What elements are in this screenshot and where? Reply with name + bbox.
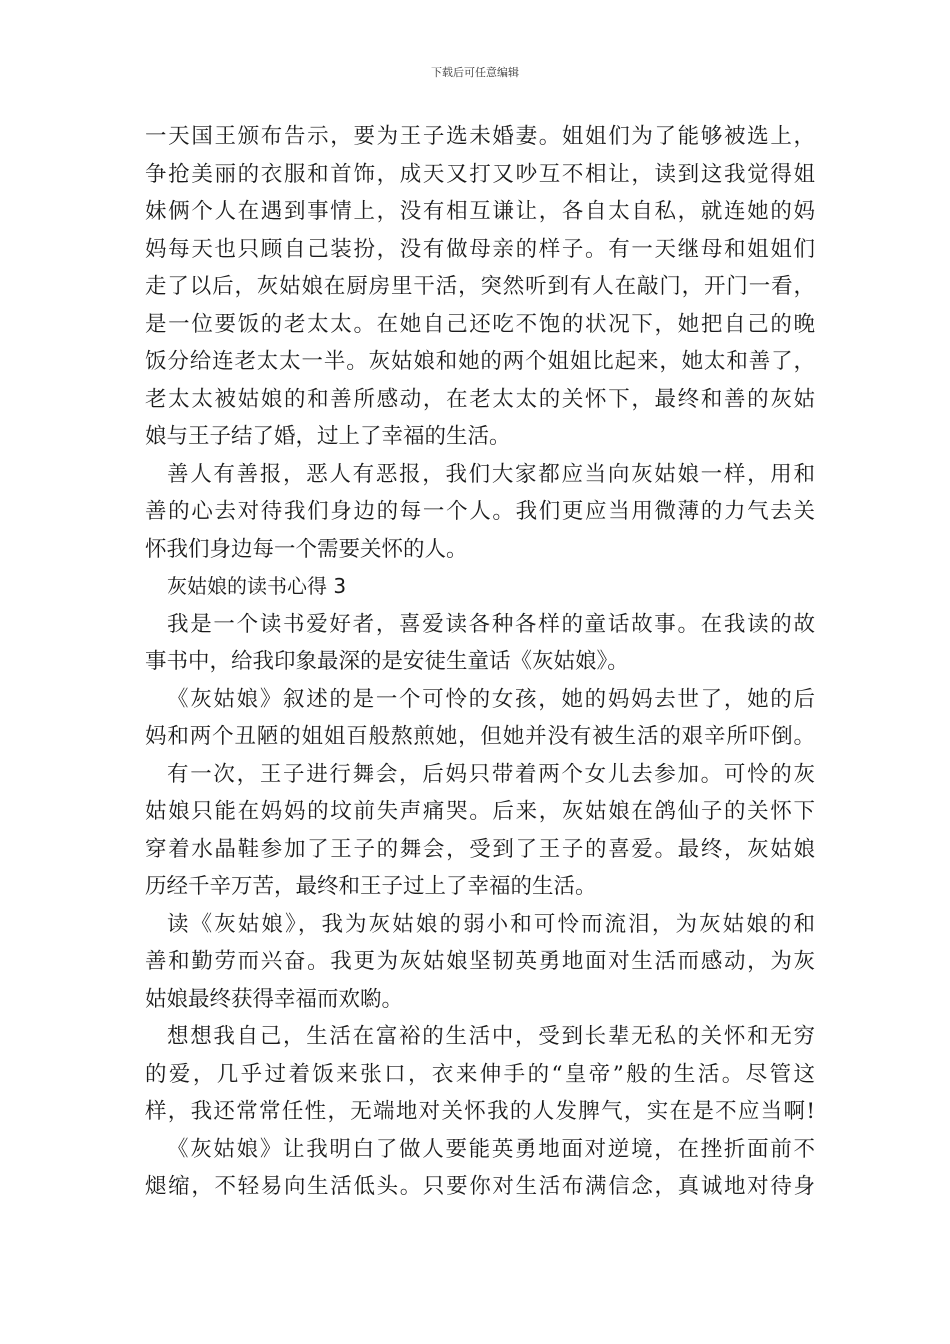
paragraph-first-line: 有一次，王子进行舞会，后妈只带着两个女儿去参加。可怜的灰 <box>167 761 815 787</box>
text-line: 娘与王子结了婚，过上了幸福的生活。 <box>145 424 511 449</box>
text-line: 怀我们身边每一个需要关怀的人。 <box>145 536 468 562</box>
text-line: 争抢美丽的衣服和首饰，成天又打又吵互不相让，读到这我觉得姐 <box>145 161 815 187</box>
text-line: 历经千辛万苦，最终和王子过上了幸福的生活。 <box>145 874 597 899</box>
text-line: 样，我还常常任性，无端地对关怀我的人发脾气，实在是不应当啊! <box>145 1099 815 1124</box>
text-line: 走了以后，灰姑娘在厨房里干活，突然听到有人在敲门，开门一看， <box>145 274 815 299</box>
text-line: 事书中，给我印象最深的是安徒生童话《灰姑娘》。 <box>145 649 629 674</box>
paragraph-first-line: 想想我自己，生活在富裕的生活中，受到长辈无私的关怀和无穷 <box>167 1024 815 1049</box>
text-line: 穿着水晶鞋参加了王子的舞会，受到了王子的喜爱。最终，灰姑娘 <box>145 836 815 862</box>
text-line: 是一位要饭的老太太。在她自己还吃不饱的状况下，她把自己的晚 <box>145 311 815 337</box>
paragraph-first-line: 《灰姑娘》叙述的是一个可怜的女孩，她的妈妈去世了，她的后 <box>167 686 815 712</box>
text-line: 姑娘只能在妈妈的坟前失声痛哭。后来，灰姑娘在鸽仙子的关怀下 <box>145 799 815 824</box>
text-line: 善的心去对待我们身边的每一个人。我们更应当用微薄的力气去关 <box>145 499 815 524</box>
paragraph-first-line: 我是一个读书爱好者，喜爱读各种各样的童话故事。在我读的故 <box>167 611 815 637</box>
text-line: 饭分给连老太太一半。灰姑娘和她的两个姐姐比起来，她太和善了， <box>145 349 815 374</box>
paragraph-first-line: 善人有善报，恶人有恶报，我们大家都应当向灰姑娘一样，用和 <box>167 461 815 487</box>
text-line: 煺缩，不轻易向生活低头。只要你对生活布满信念，真诚地对待身 <box>145 1174 815 1199</box>
text-line: 善和勤劳而兴奋。我更为灰姑娘坚韧英勇地面对生活而感动，为灰 <box>145 949 815 974</box>
text-line: 妈和两个丑陋的姐姐百般熬煎她，但她并没有被生活的艰辛所吓倒。 <box>145 724 815 749</box>
paragraph-first-line: 读《灰姑娘》，我为灰姑娘的弱小和可怜而流泪，为灰姑娘的和 <box>167 911 815 937</box>
text-line: 妈每天也只顾自己装扮，没有做母亲的样子。有一天继母和姐姐们 <box>145 236 815 262</box>
text-line: 妹俩个人在遇到事情上，没有相互谦让，各自太自私，就连她的妈 <box>145 199 815 224</box>
text-line: 姑娘最终获得幸福而欢喲。 <box>145 986 404 1012</box>
page-header: 下载后可任意编辑 <box>431 66 519 79</box>
document-body <box>145 118 815 1206</box>
paragraph-first-line: 《灰姑娘》让我明白了做人要能英勇地面对逆境，在挫折面前不 <box>167 1136 815 1162</box>
text-line: 一天国王颁布告示，要为王子选未婚妻。姐姐们为了能够被选上， <box>145 124 815 149</box>
text-line: 的爱，几乎过着饭来张口，衣来伸手的“皇帝”般的生活。尽管这 <box>145 1061 815 1087</box>
text-line: 老太太被姑娘的和善所感动，在老太太的关怀下，最终和善的灰姑 <box>145 386 815 412</box>
section-heading: 灰姑娘的读书心得 3 <box>167 574 347 598</box>
